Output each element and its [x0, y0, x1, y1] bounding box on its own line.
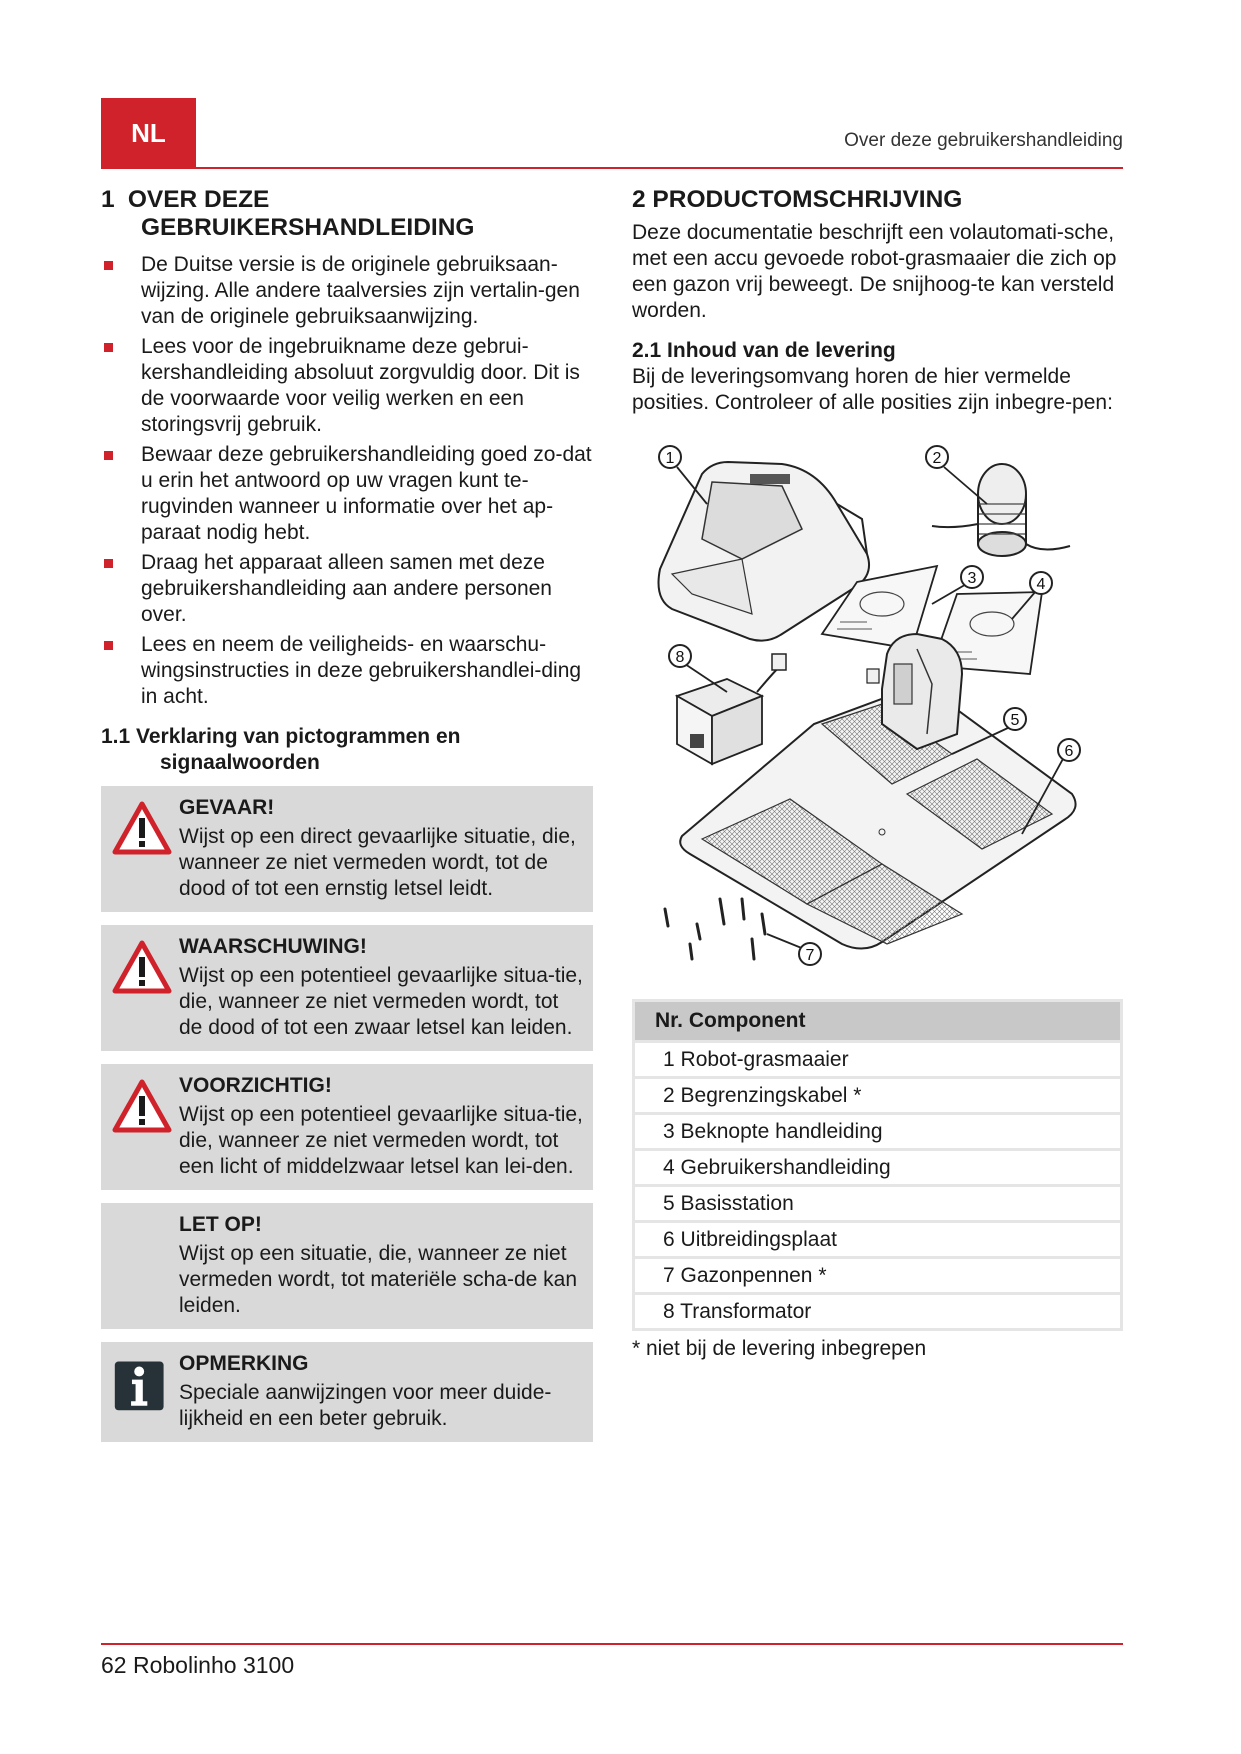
row-component: Beknopte handleiding	[680, 1119, 883, 1143]
notice-title: VOORZICHTIG!	[179, 1074, 332, 1097]
boundary-cable-drawing	[932, 464, 1070, 556]
row-component: Uitbreidingsplaat	[680, 1227, 837, 1251]
table-row	[634, 1294, 1122, 1330]
table-cell	[634, 1042, 1122, 1078]
subsection-2-1-heading: 2.1 Inhoud van de levering	[632, 339, 896, 362]
section-1-heading	[101, 186, 593, 242]
delivery-contents-table	[632, 999, 1123, 1331]
notice-note	[101, 1342, 593, 1442]
list-item	[101, 550, 593, 628]
header-component: Component	[688, 1009, 806, 1032]
bullet-square-icon	[104, 343, 113, 352]
notice-caution	[101, 1064, 593, 1190]
bullet-text: De Duitse versie is de originele gebruiksaan-wijzing. Alle andere taalversies zijn vertalin-gen van de originele gebruiksaanwijzing.	[141, 253, 580, 328]
table-row	[634, 1222, 1122, 1258]
table-row	[634, 1078, 1122, 1114]
subsection-2-1-text: Bij de leveringsomvang horen de hier vermelde posities. Controleer of alle posities zijn inbegre-pen:	[632, 365, 1113, 414]
table-row	[634, 1186, 1122, 1222]
notice-attention	[101, 1203, 593, 1329]
row-component: Transformator	[680, 1299, 812, 1323]
list-item	[101, 632, 593, 710]
notice-warning	[101, 925, 593, 1051]
notice-title: OPMERKING	[179, 1352, 309, 1375]
callout-7: 7	[805, 947, 815, 964]
callout-4: 4	[1036, 576, 1046, 593]
callout-6: 6	[1064, 743, 1074, 760]
row-nr: 5	[663, 1191, 675, 1215]
section-title-line1: OVER DEZE	[127, 186, 270, 213]
list-item	[101, 334, 593, 438]
row-nr: 8	[663, 1299, 675, 1323]
table-cell	[634, 1294, 1122, 1330]
table-cell	[634, 1222, 1122, 1258]
callout-1: 1	[665, 450, 675, 467]
callout-3: 3	[967, 570, 977, 587]
bullet-text: Lees voor de ingebruikname deze gebrui-kershandleiding absoluut zorgvuldig door. Dit is de voorwaarde voor veilig werken en een storingsvrij gebruik.	[141, 335, 580, 436]
bullet-text: Lees en neem de veiligheids- en waarschu-wingsinstructies in deze gebruikershandlei-ding in acht.	[141, 633, 582, 708]
table-cell	[634, 1078, 1122, 1114]
row-nr: 6	[663, 1227, 675, 1251]
table-cell	[634, 1186, 1122, 1222]
row-nr: 7	[663, 1263, 675, 1287]
row-nr: 1	[663, 1047, 675, 1071]
table-row	[634, 1042, 1122, 1078]
section-1-bullet-list	[101, 252, 593, 710]
language-tab: NL	[101, 98, 196, 168]
notice-title: GEVAAR!	[179, 796, 275, 819]
running-title: Over deze gebruikershandleiding	[844, 130, 1123, 151]
row-component: Begrenzingskabel *	[680, 1083, 862, 1107]
callout-5: 5	[1010, 712, 1020, 729]
table-row	[634, 1114, 1122, 1150]
section-2-intro: Deze documentatie beschrijft een volautomati-sche, met een accu gevoede robot-grasmaaier die zich op een gazon vrij beweegt. De snijhoog-te kan versteld worden.	[632, 221, 1117, 322]
table-footnote: * niet bij de levering inbegrepen	[632, 1337, 927, 1360]
warning-triangle-icon	[111, 939, 173, 995]
table-header-row	[634, 1001, 1122, 1042]
bullet-square-icon	[104, 451, 113, 460]
list-item	[101, 252, 593, 330]
row-component: Gazonpennen *	[680, 1263, 827, 1287]
notice-text: Wijst op een potentieel gevaarlijke situa-tie, die, wanneer ze niet vermeden wordt, tot de dood of tot een zwaar letsel kan leiden.	[179, 964, 583, 1039]
delivery-contents-figure	[632, 434, 1123, 999]
table-cell	[634, 1150, 1122, 1186]
row-component: Basisstation	[680, 1191, 794, 1215]
subsection-title-line1: 1.1 Verklaring van pictogrammen en	[101, 725, 461, 748]
warning-triangle-icon	[111, 800, 173, 856]
lawn-pegs-drawing	[665, 899, 765, 959]
table-header	[634, 1001, 1122, 1042]
section-number: 1	[101, 186, 115, 213]
row-nr: 3	[663, 1119, 675, 1143]
page-footer: 62 Robolinho 3100	[101, 1652, 295, 1678]
bullet-text: Draag het apparaat alleen samen met deze gebruikershandleiding aan andere personen over.	[141, 551, 552, 626]
table-cell	[634, 1114, 1122, 1150]
subsection-title-line2: signaalwoorden	[160, 751, 320, 774]
notice-title: WAARSCHUWING!	[179, 935, 367, 958]
header-rule	[101, 167, 1123, 169]
callout-2: 2	[932, 450, 942, 467]
notice-text: Wijst op een situatie, die, wanneer ze niet vermeden wordt, tot materiële scha-de kan leiden.	[179, 1242, 578, 1317]
bullet-square-icon	[104, 641, 113, 650]
callout-8: 8	[675, 649, 685, 666]
table-row	[634, 1258, 1122, 1294]
warning-triangle-icon	[111, 1078, 173, 1134]
notice-title: LET OP!	[179, 1213, 262, 1236]
header-nr: Nr.	[655, 1009, 684, 1032]
row-component: Gebruikershandleiding	[680, 1155, 891, 1179]
list-item	[101, 442, 593, 546]
bullet-text: Bewaar deze gebruikershandleiding goed zo-dat u erin het antwoord op uw vragen kunt te-rugvinden wanneer u informatie over het ap-paraat nodig hebt.	[141, 443, 592, 544]
info-icon	[113, 1356, 169, 1414]
section-title-line2: GEBRUIKERSHANDLEIDING	[141, 214, 475, 241]
table-cell	[634, 1258, 1122, 1294]
row-nr: 2	[663, 1083, 675, 1107]
row-component: Robot-grasmaaier	[680, 1047, 849, 1071]
left-column	[101, 186, 593, 1442]
bullet-square-icon	[104, 261, 113, 270]
delivery-contents-illustration	[632, 434, 1123, 999]
subsection-1-1-heading	[101, 724, 593, 776]
table-row	[634, 1150, 1122, 1186]
row-nr: 4	[663, 1155, 675, 1179]
notice-text: Wijst op een potentieel gevaarlijke situa-tie, die, wanneer ze niet vermeden wordt, tot een licht of middelzwaar letsel kan lei-den.	[179, 1103, 583, 1178]
bullet-square-icon	[104, 559, 113, 568]
section-2-heading: 2 PRODUCTOMSCHRIJVING	[632, 186, 963, 213]
notice-text: Wijst op een direct gevaarlijke situatie, die, wanneer ze niet vermeden wordt, tot de dood of tot een ernstig letsel leidt.	[179, 825, 576, 900]
notice-danger	[101, 786, 593, 912]
notice-text: Speciale aanwijzingen voor meer duide-lijkheid en een beter gebruik.	[179, 1381, 552, 1430]
right-column	[632, 186, 1123, 1361]
footer-rule	[101, 1643, 1123, 1645]
